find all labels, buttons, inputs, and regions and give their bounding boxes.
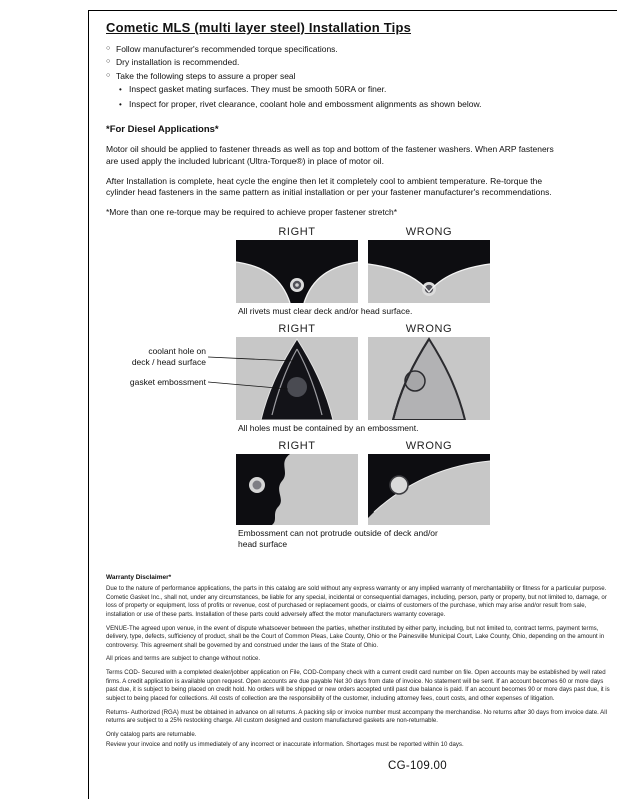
diagram-row3-labels	[236, 440, 490, 452]
warranty-paragraph: Review your invoice and notify us immediately of any incorrect or inaccurate information. Shortages must be reported within 10 days.	[106, 740, 464, 748]
page-number: CG-109.00	[388, 760, 447, 772]
right-label: RIGHT	[278, 323, 316, 335]
diesel-paragraph: After Installation is complete, heat cycle the engine then let it completely cool to ambient temperature. Re-torque the cylinder head fasteners in the same pattern as initial installation or per your fastener manufacturer's recommendations.	[106, 175, 552, 197]
rivet-right-diagram	[236, 240, 358, 303]
tip-text: Inspect for proper, rivet clearance, coolant hole and embossment alignments as shown below.	[129, 98, 482, 109]
coolant-hole-wrong-diagram	[368, 337, 490, 420]
warranty-paragraph: All prices and terms are subject to change without notice.	[106, 655, 261, 663]
filled-bullet-icon: •	[119, 99, 122, 109]
diagram-row1-images	[236, 240, 490, 303]
open-bullet-icon: ○	[106, 45, 111, 52]
callout-text: gasket embossment	[129, 377, 206, 387]
diagram-caption-embossment: Embossment can not protrude outside of deck and/or head surface	[238, 528, 438, 550]
main-content	[106, 20, 586, 218]
right-label: RIGHT	[278, 440, 316, 452]
diesel-applications-heading: *For Diesel Applications*	[106, 124, 219, 136]
embossment-right-diagram	[236, 454, 358, 525]
warranty-paragraph: Returns- Authorized (RGA) must be obtained in advance on all returns. A packing slip or invoice number must accompany the merchandise. No returns after 30 days from invoice date. All returns are subject to a 25% restocking charge. All custom designed and custom manufactured gaskets are non-returnable.	[106, 708, 607, 725]
list-item	[106, 44, 586, 55]
diagram-caption-holes: All holes must be contained by an embossment.	[238, 423, 419, 433]
open-bullet-icon: ○	[106, 58, 111, 66]
list-sub-item	[119, 84, 586, 96]
embossment-wrong-diagram	[368, 454, 490, 525]
retorque-note: *More than one re-torque may be required to achieve proper fastener stretch*	[106, 207, 398, 218]
tip-text: Dry installation is recommended.	[116, 57, 240, 68]
warranty-paragraph: Terms COD- Secured with a completed dealer/jobber application on File, COD-Company check with a current credit card number on file. Open accounts may be established by well rated firms. A credit application is available upon request. Open accounts are due payable Net 30 days from date of invoice. No statement will be sent. If an account becomes 60 or more days past due, it is subject to being placed on credit hold. No orders will be shipped or new orders accepted until past due balance is paid. If an account becomes 90 or more days past due, it is subject to being placed for collections. All costs of collection are the responsibility of the customer, including attorney fees, court costs, and other expenses of litigation.	[106, 669, 610, 703]
open-bullet-icon: ○	[106, 71, 111, 79]
wrong-label: WRONG	[405, 226, 453, 238]
installation-tips-list	[106, 44, 586, 111]
rivet-wrong-diagram	[368, 240, 490, 303]
wrong-label: WRONG	[405, 440, 453, 452]
warranty-heading: Warranty Disclaimer*	[106, 574, 172, 581]
list-item	[106, 71, 586, 82]
callout-text: coolant hole on	[148, 346, 206, 356]
callout-coolant-hole	[106, 346, 206, 367]
diagram-row3-images	[236, 454, 490, 525]
right-label: RIGHT	[278, 226, 316, 238]
warranty-paragraph: VENUE-The agreed upon venue, in the event of dispute whatsoever between the parties, whether instituted by either party, including, but not limited to, contract terms, payment terms, delivery, type, defects, sufficiency of product, shall be the Court of Common Pleas, Lake County, Ohio or the Painesville Municipal Court, Lake County, Ohio, depending on the amount in controversy. This agreement shall be governed by and construed under the laws of the State of Ohio.	[106, 624, 605, 649]
page-title: Cometic MLS (multi layer steel) Installation Tips	[106, 20, 412, 35]
diesel-paragraph: Motor oil should be applied to fastener threads as well as top and bottom of the fastener washers. When ARP fasteners are used apply the included lubricant (Ultra-Torque®) in place of motor oil.	[106, 144, 554, 166]
callout-gasket-embossment	[106, 377, 206, 388]
tip-text: Inspect gasket mating surfaces. They must be smooth 50RA or finer.	[129, 84, 387, 95]
filled-bullet-icon: •	[119, 85, 122, 95]
callout-pointer-lines	[208, 352, 300, 397]
diagram-row1-labels	[236, 226, 490, 238]
tip-text: Follow manufacturer's recommended torque specifications.	[116, 44, 338, 54]
callout-text: deck / head surface	[131, 356, 206, 367]
diagram-row2-labels	[236, 323, 490, 335]
warranty-paragraph: Due to the nature of performance applications, the parts in this catalog are sold without any express warranty or any implied warranty of merchantability or fitness for a particular purpose. Cometic Gasket Inc., shall not, under any circumstances, be liable for any special, incidental or consequential damages, including, person, party or property, but not limited to, damage, or loss of property or equipment, loss of profits or revenue, cost of purchased or replacement goods, or claims of customers of the purchase, which may arise and/or result from sale, installation or use of these parts. Installation of these parts could adversely affect the motor manufacturers warranty coverage.	[106, 585, 607, 618]
tip-text: Take the following steps to assure a proper seal	[116, 70, 296, 81]
wrong-label: WRONG	[405, 323, 453, 335]
list-item	[106, 57, 586, 68]
warranty-section	[106, 574, 610, 754]
diagram-caption-rivets: All rivets must clear deck and/or head surface.	[238, 306, 413, 316]
list-sub-item	[119, 99, 586, 111]
warranty-paragraph: Only catalog parts are returnable.	[106, 730, 197, 738]
